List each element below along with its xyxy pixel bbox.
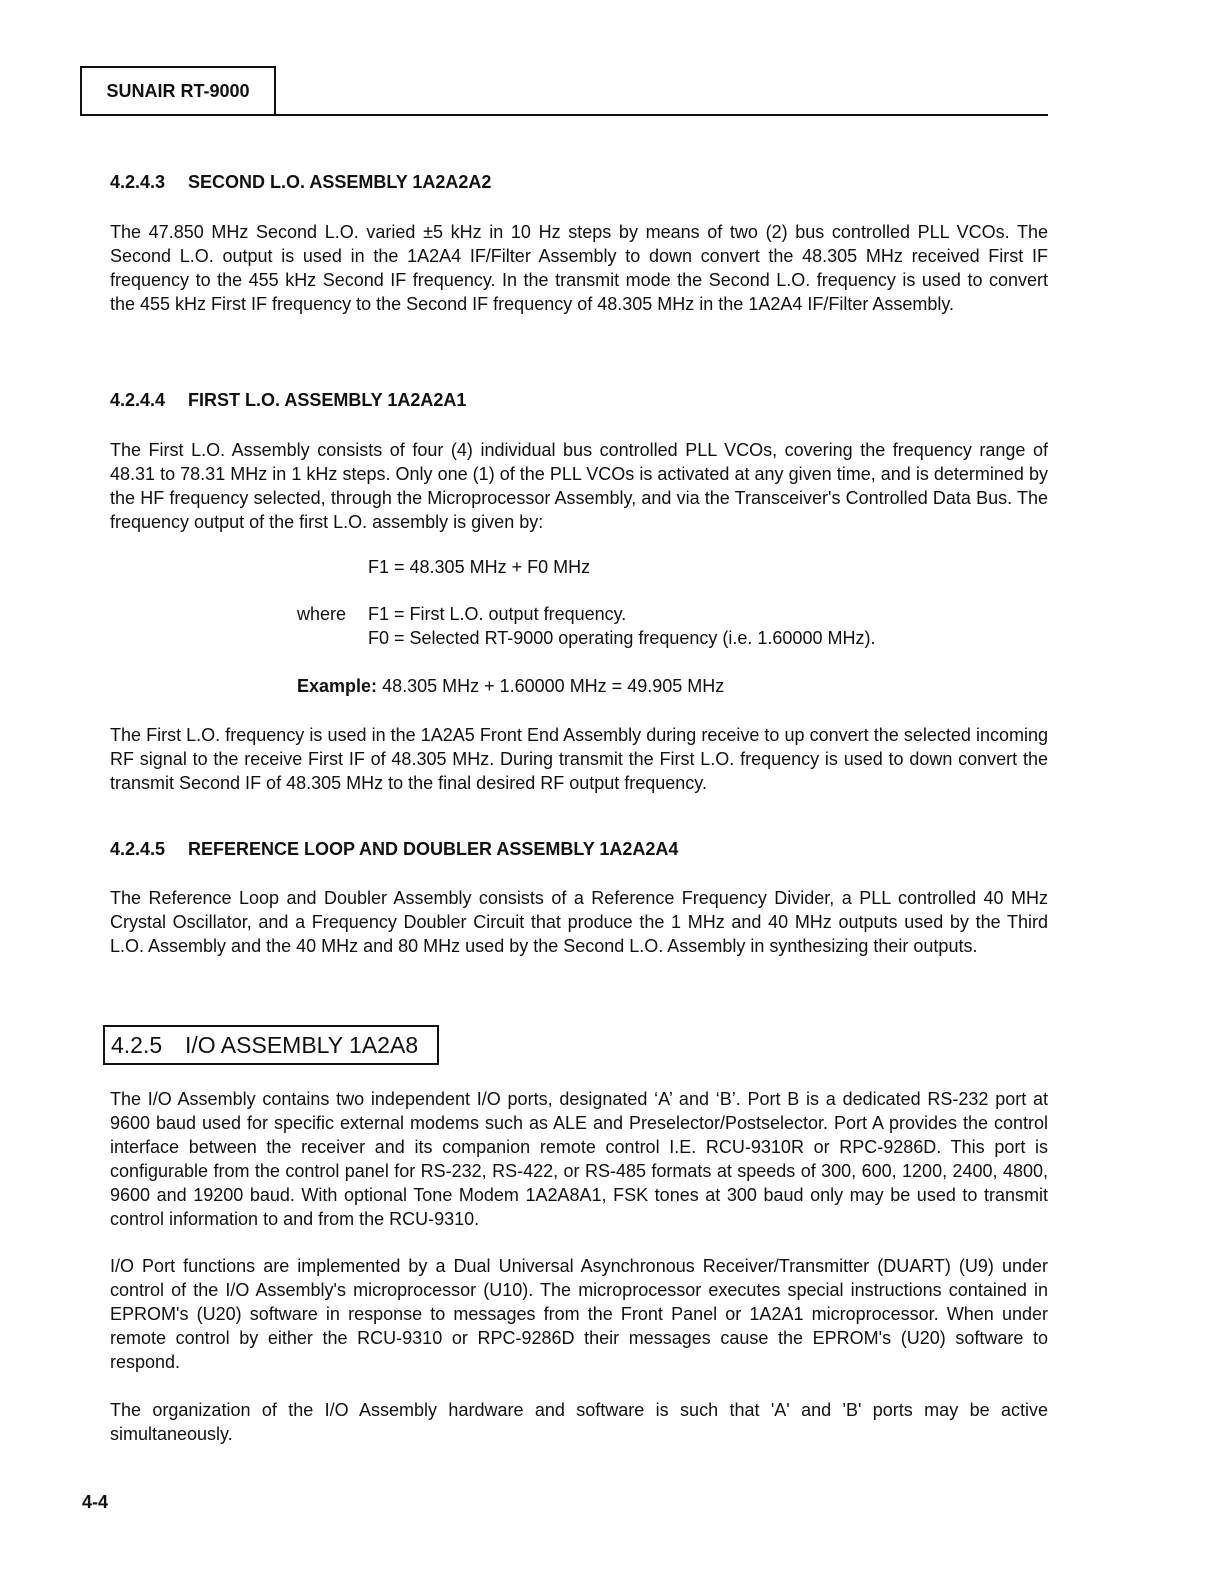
formula-f1: F1 = 48.305 MHz + F0 MHz: [368, 557, 591, 577]
header-title-box: [80, 66, 276, 114]
page-header: [80, 66, 1048, 116]
heading-4-2-4-5: [110, 839, 678, 860]
heading-number: 4.2.4.3: [110, 172, 166, 192]
paragraph-reference-loop: The Reference Loop and Doubler Assembly consists of a Reference Frequency Divider, a PLL controlled 40 MHz Crystal Oscillator, and a Frequency Doubler Circuit that produce the 1 MHz and 40 MHz outputs used by the Third L.O. Assembly and the 40 MHz and 80 MHz used by the Second L.O. Assembly in synthesizing their outputs.: [110, 888, 1048, 956]
paragraph-first-lo-description: The First L.O. Assembly consists of four (4) individual bus controlled PLL VCOs, covering the frequency range of 48.31 to 78.31 MHz in 1 kHz steps. Only one (1) of the PLL VCOs is activated at any given time, and is determined by the HF frequency selected, through the Microprocessor Assembly, and via the Transceiver's Controlled Data Bus. The frequency output of the first L.O. assembly is given by:: [110, 440, 1048, 532]
heading-number: 4.2.4.4: [110, 390, 166, 410]
formula-where-f0: F0 = Selected RT-9000 operating frequency (i.e. 1.60000 MHz).: [368, 628, 876, 648]
formula-example: [297, 676, 724, 697]
paragraph-io-ports: The I/O Assembly contains two independent I/O ports, designated ‘A’ and ‘B’. Port B is a dedicated RS-232 port at 9600 baud used for specific external modems such as ALE and Preselector/Postselector. Port A provides the control interface between the receiver and its companion remote control I.E. RCU-9310R or RPC-9286D. This port is configurable from the control panel for RS-232, RS-422, or RS-485 formats at speeds of 300, 600, 1200, 2400, 4800, 9600 and 19200 baud. With optional Tone Modem 1A2A8A1, FSK tones at 300 baud only may be used to transmit control information to and from the RCU-9310.: [110, 1089, 1048, 1229]
example-text: 48.305 MHz + 1.60000 MHz = 49.905 MHz: [382, 676, 725, 696]
heading-title: REFERENCE LOOP AND DOUBLER ASSEMBLY 1A2A2A4: [188, 839, 679, 859]
paragraph-io-organization: The organization of the I/O Assembly hardware and software is such that 'A' and 'B' ports may be active simultaneously.: [110, 1400, 1048, 1444]
section-number: 4.2.5: [111, 1031, 163, 1058]
paragraph-second-lo: The 47.850 MHz Second L.O. varied ±5 kHz in 10 Hz steps by means of two (2) bus controlled PLL VCOs. The Second L.O. output is used in the 1A2A4 IF/Filter Assembly to down convert the 48.305 MHz received First IF frequency to the 455 kHz Second IF frequency. In the transmit mode the Second L.O. frequency is used to convert the 455 kHz First IF frequency to the Second IF frequency of 48.305 MHz in the 1A2A4 IF/Filter Assembly.: [110, 222, 1048, 314]
header-title: SUNAIR RT-9000: [106, 80, 250, 101]
heading-4-2-4-4: [110, 390, 466, 411]
heading-title: FIRST L.O. ASSEMBLY 1A2A2A1: [188, 390, 467, 410]
example-label: Example:: [297, 676, 378, 696]
header-rule: [80, 114, 1048, 116]
paragraph-first-lo-usage: The First L.O. frequency is used in the 1A2A5 Front End Assembly during receive to up convert the selected incoming RF signal to the receive First IF of 48.305 MHz. During transmit the First L.O. frequency is used to down convert the transmit Second IF of 48.305 MHz to the final desired RF output frequency.: [110, 725, 1048, 793]
heading-number: 4.2.4.5: [110, 839, 166, 859]
formula-where-label: where: [297, 604, 347, 624]
paragraph-io-duart: I/O Port functions are implemented by a Dual Universal Asynchronous Receiver/Transmitter (DUART) (U9) under control of the I/O Assembly's microprocessor (U10). The microprocessor executes special instructions contained in EPROM's (U20) software in response to messages from the Front Panel or 1A2A1 microprocessor. When under remote control by either the RCU-9310 or RPC-9286D their messages cause the EPROM's (U20) software to respond.: [110, 1256, 1048, 1372]
page-number: 4-4: [82, 1492, 109, 1512]
formula-where-f1: F1 = First L.O. output frequency.: [368, 604, 627, 624]
section-heading-4-2-5: [103, 1025, 439, 1065]
heading-4-2-4-3: [110, 172, 491, 193]
section-title: I/O ASSEMBLY 1A2A8: [185, 1031, 419, 1058]
heading-title: SECOND L.O. ASSEMBLY 1A2A2A2: [188, 172, 492, 192]
